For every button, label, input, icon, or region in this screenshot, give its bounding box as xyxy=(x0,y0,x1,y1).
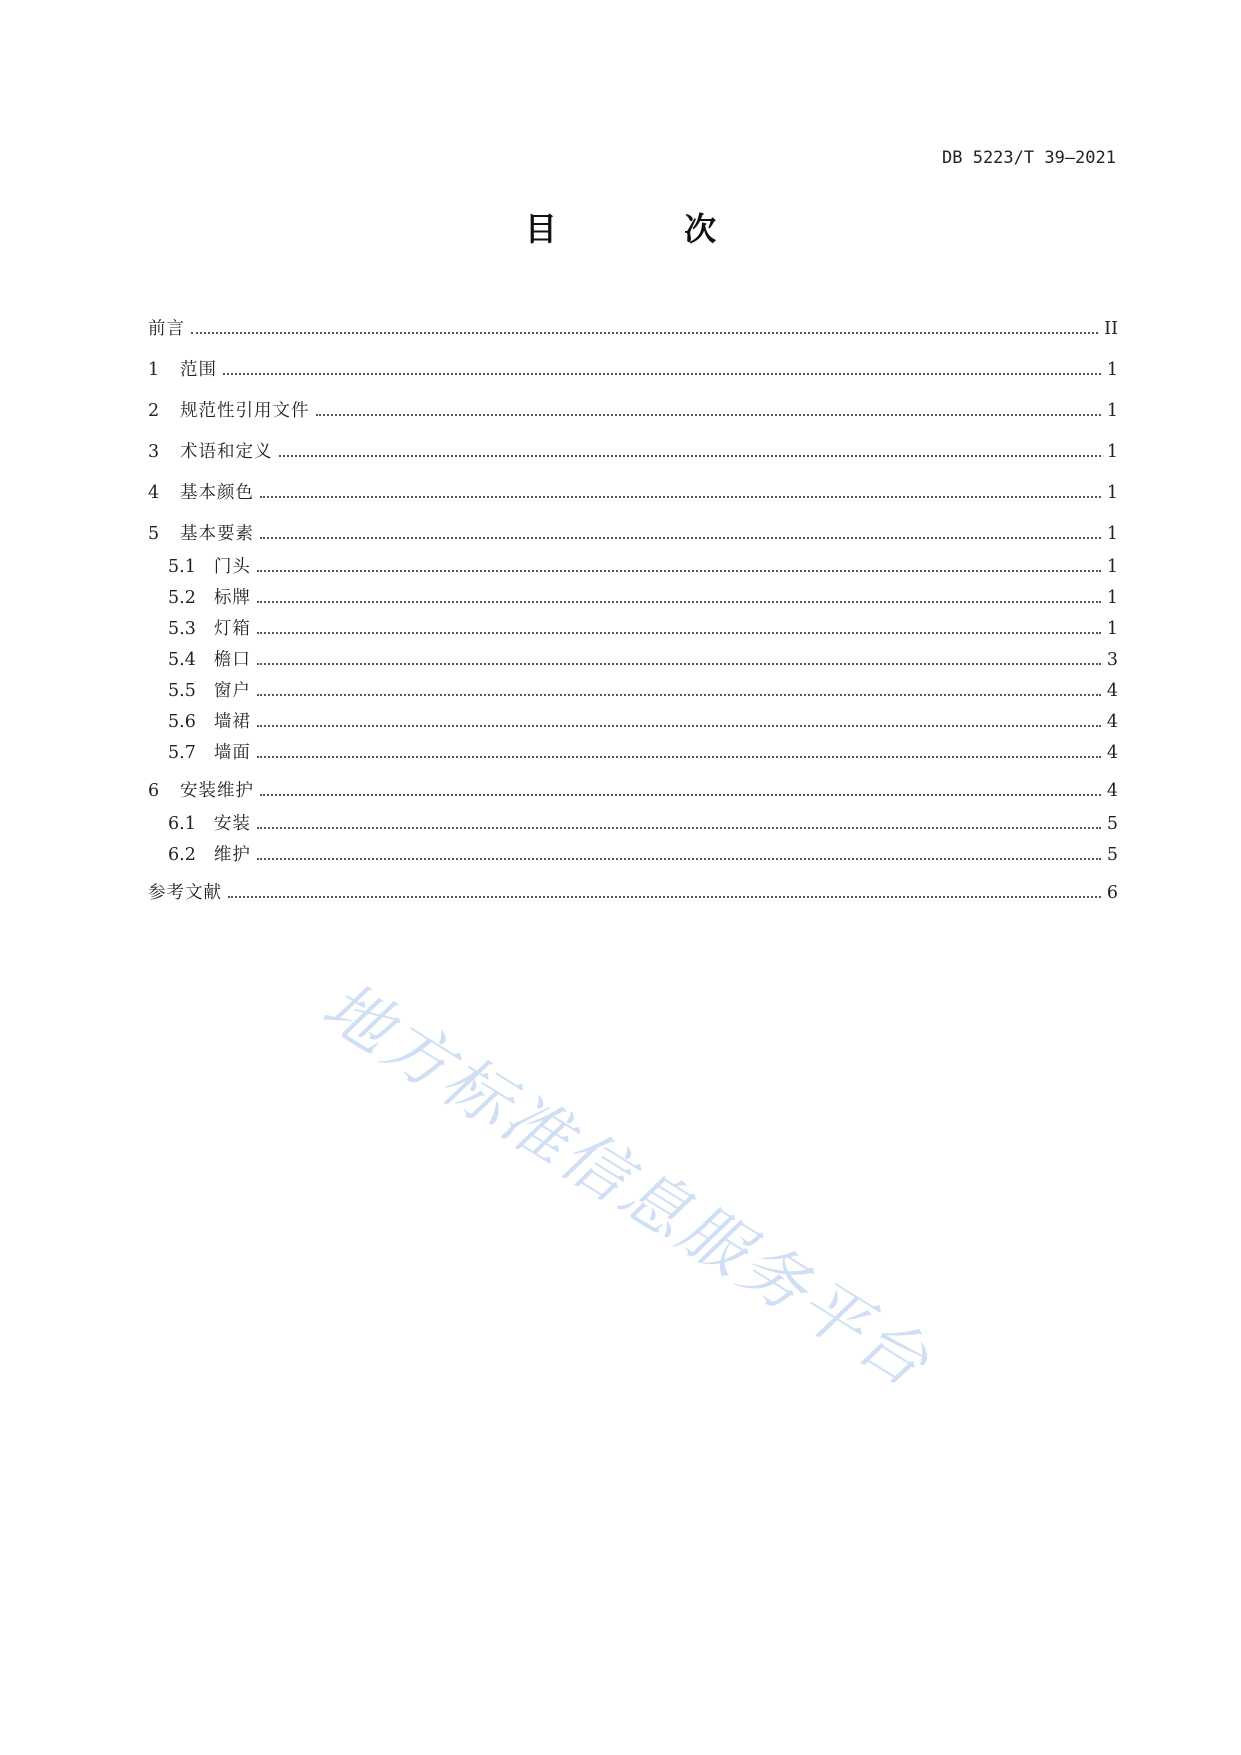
toc-entry[interactable] xyxy=(148,556,1118,578)
toc-entry[interactable] xyxy=(148,618,1118,640)
toc-entry-label: 窗户 xyxy=(213,681,251,701)
toc-dot-leader xyxy=(257,662,1101,665)
toc-dot-leader xyxy=(257,857,1101,860)
toc-entry[interactable] xyxy=(148,587,1118,609)
toc-entry-number: 5.7 xyxy=(168,743,196,763)
toc-entry-label: 基本要素 xyxy=(180,524,254,544)
toc-entry-page-number: 1 xyxy=(1106,483,1118,503)
toc-entry[interactable] xyxy=(148,359,1118,381)
page-title: 目 次 xyxy=(524,210,775,248)
toc-entry[interactable] xyxy=(148,649,1118,671)
toc-dot-leader xyxy=(257,693,1101,696)
toc-dot-leader xyxy=(257,631,1101,634)
toc-entry-number: 5.5 xyxy=(168,681,196,701)
toc-entry-number: 6.2 xyxy=(168,845,196,865)
toc-dot-leader xyxy=(191,331,1098,334)
toc-entry[interactable] xyxy=(148,318,1118,340)
toc-entry-page-number: II xyxy=(1104,319,1118,339)
toc-entry-number: 6 xyxy=(148,781,160,801)
toc-entry-number: 5.1 xyxy=(168,557,196,577)
toc-entry-label: 安装 xyxy=(213,814,251,834)
watermark: 地方标准信息服务平台 xyxy=(309,966,945,1404)
toc-entry-page-number: 1 xyxy=(1106,557,1118,577)
toc-entry-number: 5.6 xyxy=(168,712,196,732)
toc-entry-page-number: 1 xyxy=(1106,442,1118,462)
toc-entry-number: 5 xyxy=(148,524,160,544)
toc-entry[interactable] xyxy=(148,882,1118,904)
toc-entry-page-number: 3 xyxy=(1106,650,1118,670)
toc-entry-label: 范围 xyxy=(180,360,217,380)
toc-entry-number: 5.4 xyxy=(168,650,196,670)
toc-entry-label: 术语和定义 xyxy=(180,442,273,462)
toc-entry-label: 灯箱 xyxy=(213,619,251,639)
toc-entry-label: 檐口 xyxy=(213,650,251,670)
toc-dot-leader xyxy=(279,454,1101,457)
toc-entry-label: 规范性引用文件 xyxy=(180,401,310,421)
toc-entry-page-number: 1 xyxy=(1106,588,1118,608)
toc-entry-label: 门头 xyxy=(213,557,251,577)
toc-entry-page-number: 1 xyxy=(1106,524,1118,544)
toc-entry-label: 标牌 xyxy=(213,588,251,608)
toc-entry-number: 2 xyxy=(148,401,160,421)
toc-entry[interactable] xyxy=(148,441,1118,463)
toc-entry-number: 6.1 xyxy=(168,814,196,834)
toc-dot-leader xyxy=(316,413,1101,416)
toc-dot-leader xyxy=(257,600,1101,603)
toc-dot-leader xyxy=(257,569,1101,572)
document-code: DB 5223/T 39—2021 xyxy=(942,148,1116,168)
toc-entry-label: 维护 xyxy=(213,845,251,865)
toc-entry-number: 5.3 xyxy=(168,619,196,639)
toc-entry-label: 参考文献 xyxy=(148,883,222,903)
table-of-contents xyxy=(148,318,1118,923)
toc-entry-page-number: 4 xyxy=(1106,681,1118,701)
toc-entry-page-number: 4 xyxy=(1106,712,1118,732)
toc-entry-number: 3 xyxy=(148,442,160,462)
toc-entry[interactable] xyxy=(148,680,1118,702)
toc-dot-leader xyxy=(228,895,1101,898)
toc-dot-leader xyxy=(257,724,1101,727)
toc-dot-leader xyxy=(260,793,1101,796)
toc-entry[interactable] xyxy=(148,813,1118,835)
toc-dot-leader xyxy=(257,755,1101,758)
toc-entry-number: 1 xyxy=(148,360,160,380)
toc-entry[interactable] xyxy=(148,780,1118,802)
toc-entry[interactable] xyxy=(148,523,1118,545)
toc-entry-page-number: 5 xyxy=(1106,814,1118,834)
toc-entry-page-number: 6 xyxy=(1106,883,1118,903)
toc-entry[interactable] xyxy=(148,482,1118,504)
toc-entry[interactable] xyxy=(148,400,1118,422)
toc-entry[interactable] xyxy=(148,742,1118,764)
toc-dot-leader xyxy=(260,495,1101,498)
toc-dot-leader xyxy=(257,826,1101,829)
toc-entry-page-number: 1 xyxy=(1106,360,1118,380)
toc-entry-label: 墙面 xyxy=(213,743,251,763)
toc-entry-number: 4 xyxy=(148,483,160,503)
toc-dot-leader xyxy=(223,372,1101,375)
toc-entry-label: 墙裙 xyxy=(213,712,251,732)
toc-entry-number: 5.2 xyxy=(168,588,196,608)
toc-entry-page-number: 1 xyxy=(1106,401,1118,421)
toc-entry-label: 前言 xyxy=(148,319,185,339)
toc-entry-label: 基本颜色 xyxy=(180,483,254,503)
toc-entry-label: 安装维护 xyxy=(180,781,254,801)
toc-entry[interactable] xyxy=(148,711,1118,733)
toc-entry-page-number: 1 xyxy=(1106,619,1118,639)
toc-entry[interactable] xyxy=(148,844,1118,866)
toc-entry-page-number: 5 xyxy=(1106,845,1118,865)
toc-entry-page-number: 4 xyxy=(1106,743,1118,763)
toc-entry-page-number: 4 xyxy=(1106,781,1118,801)
toc-dot-leader xyxy=(260,536,1101,539)
